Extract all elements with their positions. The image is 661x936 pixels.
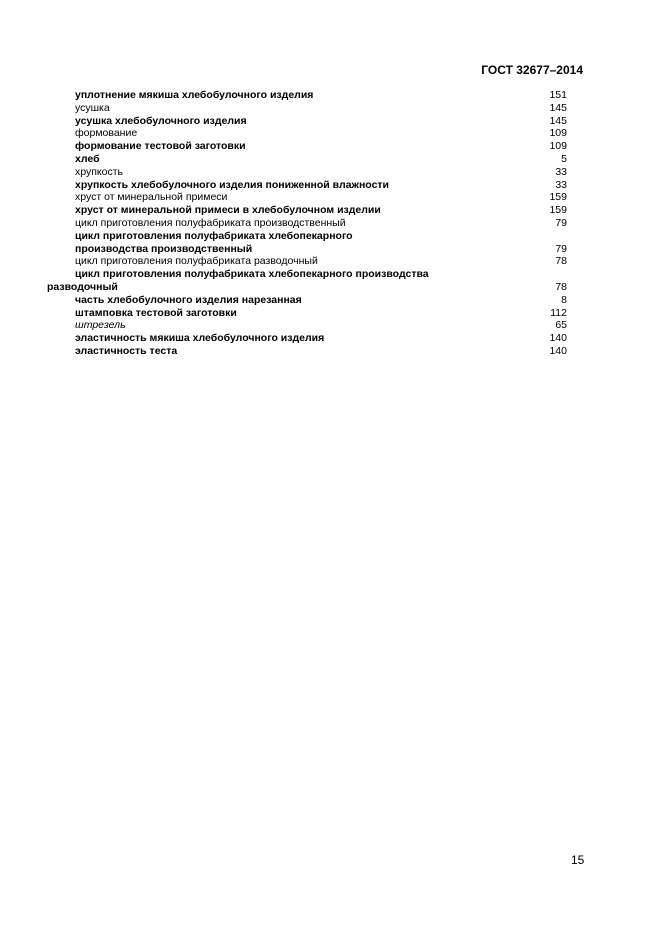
index-term: уплотнение мякиша хлебобулочного изделия [75, 89, 314, 101]
index-entry [0, 255, 661, 268]
index-page-ref: 65 [555, 319, 567, 332]
index-entry [0, 166, 661, 179]
index-term: штрезель [75, 319, 126, 332]
index-term: хруст от минеральной примеси в хлебобулочном изделии [75, 204, 381, 217]
index-entry [0, 332, 661, 345]
index-page-ref: 79 [555, 216, 567, 229]
index-term: цикл приготовления полуфабриката разводочный [75, 255, 318, 268]
index-entry [0, 307, 661, 320]
index-entry [0, 102, 661, 115]
index-term: хрупкость [75, 165, 123, 178]
index-term: усушка [75, 101, 110, 114]
index-page-ref: 79 [555, 242, 567, 255]
index-entry [0, 243, 661, 256]
index-page-ref: 109 [549, 127, 567, 140]
index-entry [0, 191, 661, 204]
index-entry [0, 179, 661, 192]
index-term: формование [75, 127, 138, 140]
index-page-ref: 33 [555, 178, 567, 191]
index-entry [0, 127, 661, 140]
index-term: хрупкость хлебобулочного изделия пониженной влажности [75, 178, 390, 191]
index-page-ref: 140 [549, 344, 567, 357]
index-term: производства производственный [75, 242, 253, 255]
index-page-ref: 151 [549, 89, 567, 101]
index-term: часть хлебобулочного изделия нарезанная [75, 293, 302, 306]
index-term: цикл приготовления полуфабриката хлебопекарного [75, 229, 353, 242]
index-entry [0, 319, 661, 332]
index-term: усушка хлебобулочного изделия [75, 114, 247, 127]
index-page-ref: 78 [555, 255, 567, 268]
index-term: штамповка тестовой заготовки [75, 306, 237, 319]
subject-index [0, 89, 661, 358]
index-page-ref: 145 [549, 101, 567, 114]
index-entry [0, 140, 661, 153]
index-entry [0, 204, 661, 217]
index-entry [0, 281, 661, 294]
index-page-ref: 33 [555, 165, 567, 178]
index-term: хруст от минеральной примеси [75, 191, 228, 204]
index-page-ref: 159 [549, 191, 567, 204]
index-term: эластичность мякиша хлебобулочного изделия [75, 332, 325, 345]
index-page-ref: 78 [555, 280, 567, 293]
index-page-ref: 5 [561, 152, 567, 165]
page-number: 15 [571, 853, 585, 867]
index-term: эластичность теста [75, 344, 178, 357]
index-page-ref: 145 [549, 114, 567, 127]
index-entry [0, 89, 661, 102]
index-page-ref: 159 [549, 204, 567, 217]
document-header: ГОСТ 32677–2014 [481, 63, 583, 77]
index-term: цикл приготовления полуфабриката хлебопекарного производства [75, 268, 429, 281]
index-page-ref: 8 [561, 293, 567, 306]
index-page-ref: 112 [550, 306, 567, 319]
index-term: хлеб [75, 152, 100, 165]
index-entry [0, 217, 661, 230]
index-entry [0, 345, 661, 358]
index-entry [0, 294, 661, 307]
index-entry [0, 268, 661, 281]
index-entry [0, 230, 661, 243]
index-page-ref: 140 [549, 332, 567, 345]
index-entry [0, 153, 661, 166]
index-term: формование тестовой заготовки [75, 140, 246, 153]
index-term: разводочный [47, 280, 118, 293]
index-term: цикл приготовления полуфабриката производственный [75, 216, 346, 229]
index-entry [0, 115, 661, 128]
index-page-ref: 109 [549, 140, 567, 153]
